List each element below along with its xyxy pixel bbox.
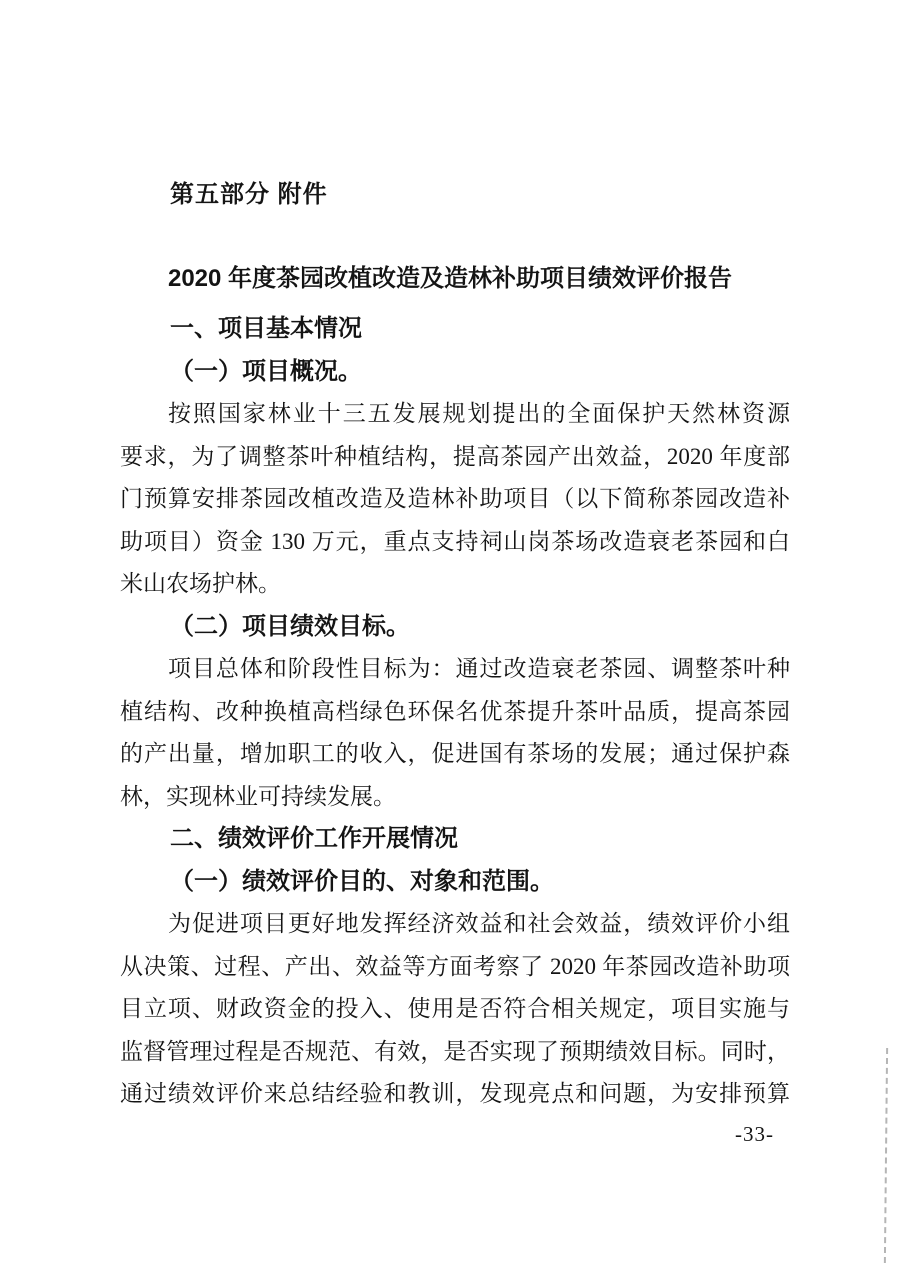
paragraph-line: 按照国家林业十三五发展规划提出的全面保护天然林资源 (168, 401, 790, 426)
heading-1-1: （一）项目概况。 (170, 357, 362, 385)
paragraph-line: 的产出量，增加职工的收入，促进国有茶场的发展；通过保护森 (120, 741, 790, 766)
heading-1-2: （二）项目绩效目标。 (170, 612, 410, 640)
paragraph-line: 米山农场护林。 (120, 571, 281, 596)
paragraph-line: 为促进项目更好地发挥经济效益和社会效益，绩效评价小组 (168, 911, 790, 936)
paragraph-line: 项目总体和阶段性目标为：通过改造衰老茶园、调整茶叶种 (168, 656, 790, 681)
scan-artifact-dashed-line (884, 1048, 888, 1263)
paragraph-line: 从决策、过程、产出、效益等方面考察了 2020 年茶园改造补助项 (120, 953, 790, 979)
section-label: 第五部分 附件 (170, 181, 328, 208)
heading-2: 二、绩效评价工作开展情况 (170, 825, 458, 852)
heading-1: 一、项目基本情况 (170, 315, 362, 342)
document-body (120, 308, 790, 1116)
paragraph-line: 林，实现林业可持续发展。 (120, 783, 396, 809)
page-number: -33- (735, 1122, 774, 1146)
paragraph-line: 监督管理过程是否规范、有效，是否实现了预期绩效目标。同时， (120, 1038, 790, 1064)
paragraph-line: 助项目）资金 130 万元，重点支持祠山岗茶场改造衰老茶园和白 (120, 528, 790, 554)
heading-2-1: （一）绩效评价目的、对象和范围。 (170, 867, 554, 895)
paragraph-line: 植结构、改种换植高档绿色环保名优茶提升茶叶品质，提高茶园 (120, 698, 790, 724)
paragraph-line: 门预算安排茶园改植改造及造林补助项目（以下简称茶园改造补 (120, 486, 790, 511)
paragraph-line: 通过绩效评价来总结经验和教训，发现亮点和问题，为安排预算 (120, 1081, 790, 1106)
report-title: 2020 年度茶园改植改造及造林补助项目绩效评价报告 (167, 265, 733, 292)
paragraph-line: 要求，为了调整茶叶种植结构，提高茶园产出效益，2020 年度部 (120, 443, 790, 469)
paragraph-line: 目立项、财政资金的投入、使用是否符合相关规定，项目实施与 (120, 996, 790, 1021)
